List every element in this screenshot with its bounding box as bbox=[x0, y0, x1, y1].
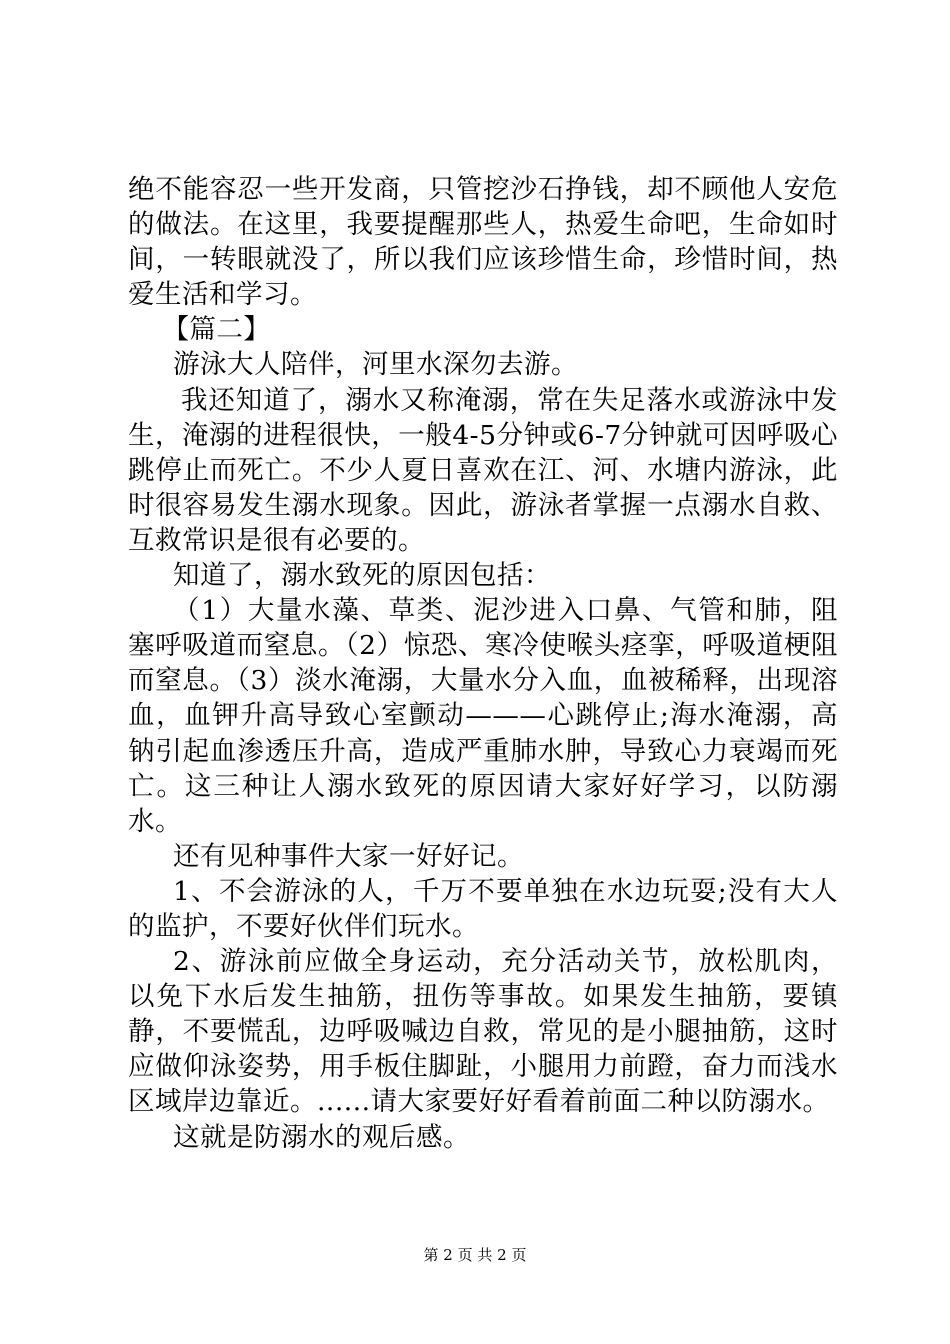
paragraph-slogan: 游泳大人陪伴，河里水深勿去游。 bbox=[173, 349, 579, 381]
paragraph-causes-heading: 知道了，溺水致死的原因包括： bbox=[173, 560, 552, 592]
paragraph-causes-list: （1）大量水藻、草类、泥沙进入口鼻、气管和肺，阻塞呼吸道而窒息。（2）惊恐、寒冷使喉头痉挛，呼吸道梗阻而窒息。（3）淡水淹溺，大量水分入血，血被稀释，出现溶血，血钾升高导致心室颤动———心跳停止;海水淹溺，高钠引起血渗透压升高，造成严重肺水肿，导致心力衰竭而死亡。这三种让人溺水致死的原因请大家好好学习，以防溺水。 bbox=[128, 595, 838, 837]
paragraph-closing: 这就是防溺水的观后感。 bbox=[173, 1121, 471, 1153]
paragraph-conclusion: 绝不能容忍一些开发商，只管挖沙石挣钱，却不顾他人安危的做法。在这里，我要提醒那些人，热爱生命吧，生命如时间，一转眼就没了，所以我们应该珍惜生命，珍惜时间，热爱生活和学习。 bbox=[128, 174, 838, 311]
list-item-rule-1: 1、不会游泳的人，千万不要单独在水边玩耍;没有大人的监护，不要好伙伴们玩水。 bbox=[128, 875, 838, 942]
section-heading: 【篇二】 bbox=[162, 314, 271, 346]
paragraph-drowning-intro: 我还知道了，溺水又称淹溺，常在失足落水或游泳中发生，淹溺的进程很快，一般4-5分钟或6-7分钟就可因呼吸心跳停止而死亡。不少人夏日喜欢在江、河、水塘内游泳，此时很容易发生溺水现象。因此，游泳者掌握一点溺水自救、互救常识是很有必要的。 bbox=[128, 384, 838, 556]
paragraph-remember: 还有见种事件大家一好好记。 bbox=[173, 840, 525, 872]
page-number-footer: 第 2 页 共 2 页 bbox=[423, 1246, 527, 1264]
document-body bbox=[128, 172, 838, 1155]
list-item-rule-2: 2、游泳前应做全身运动，充分活动关节，放松肌肉，以免下水后发生抽筋，扭伤等事故。如果发生抽筋，要镇静，不要慌乱，边呼吸喊边自救，常见的是小腿抽筋，这时应做仰泳姿势，用手板住脚趾，小腿用力前蹬，奋力而浅水区域岸边靠近。......请大家要好好看着前面二种以防溺水。 bbox=[128, 946, 838, 1118]
